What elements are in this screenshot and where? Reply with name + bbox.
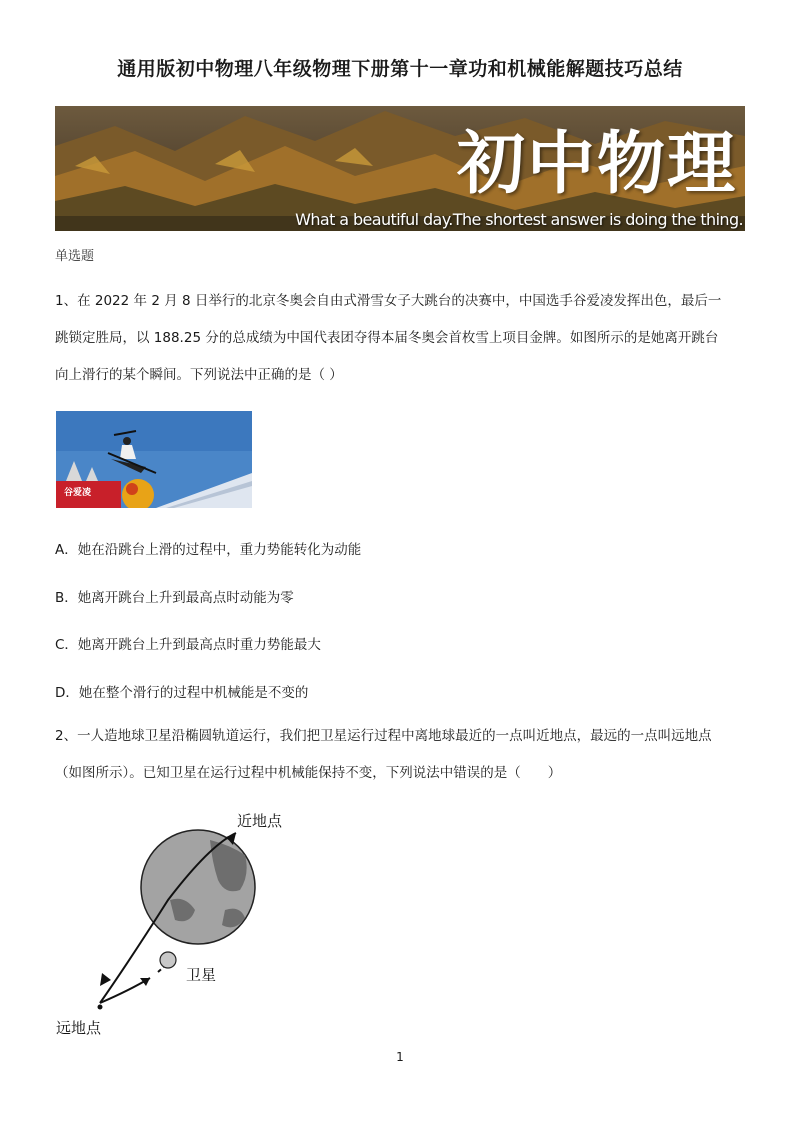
- question-1-line-3: 向上滑行的某个瞬间。下列说法中正确的是（ ）: [55, 367, 343, 383]
- satellite: [160, 952, 176, 968]
- question-2-line-2: （如图所示）。已知卫星在运行过程中机械能保持不变，下列说法中错误的是（ ）: [55, 765, 562, 781]
- athlete-name-sign: 谷爱凌: [64, 488, 92, 498]
- question-2-stem: [55, 718, 745, 792]
- question-1-line-2: 跳锁定胜局，以 188.25 分的总成绩为中国代表团夺得本届冬奥会首枚雪上项目金牌。如图所示的是她离开跳台: [55, 330, 719, 346]
- banner-image: [55, 106, 745, 231]
- question-1-option-c[interactable]: C．她离开跳台上升到最高点时重力势能最大: [55, 637, 321, 653]
- question-1-option-a[interactable]: A．她在沿跳台上滑的过程中，重力势能转化为动能: [55, 542, 362, 558]
- question-1-option-b[interactable]: B．她离开跳台上升到最高点时动能为零: [55, 590, 294, 606]
- question-1-stem: [55, 283, 745, 394]
- perigee-label: 近地点: [237, 812, 283, 830]
- orbit-diagram: [40, 800, 300, 1050]
- banner-slogan: What a beautiful day.The shortest answer is doing the thing.: [295, 210, 743, 229]
- question-2-line-1: 2、一人造地球卫星沿椭圆轨道运行，我们把卫星运行过程中离地球最近的一点叫近地点，最远的一点叫远地点: [55, 728, 712, 744]
- arrow-head: [100, 973, 111, 986]
- page-number: 1: [396, 1050, 404, 1064]
- satellite-label: 卫星: [186, 966, 217, 984]
- section-heading: 单选题: [55, 249, 95, 264]
- skier-photo: [56, 411, 252, 508]
- apogee-label: 远地点: [56, 1019, 102, 1037]
- question-1-line-1: 1、在 2022 年 2 月 8 日举行的北京冬奥会自由式滑雪女子大跳台的决赛中，中国选手谷爱凌发挥出色，最后一: [55, 293, 722, 309]
- question-1-option-d[interactable]: D．她在整个滑行的过程中机械能是不变的: [55, 685, 309, 701]
- apogee-point: [98, 1005, 103, 1010]
- banner-title: 初中物理: [456, 124, 737, 204]
- document-title: 通用版初中物理八年级物理下册第十一章功和机械能解题技巧总结: [117, 58, 683, 80]
